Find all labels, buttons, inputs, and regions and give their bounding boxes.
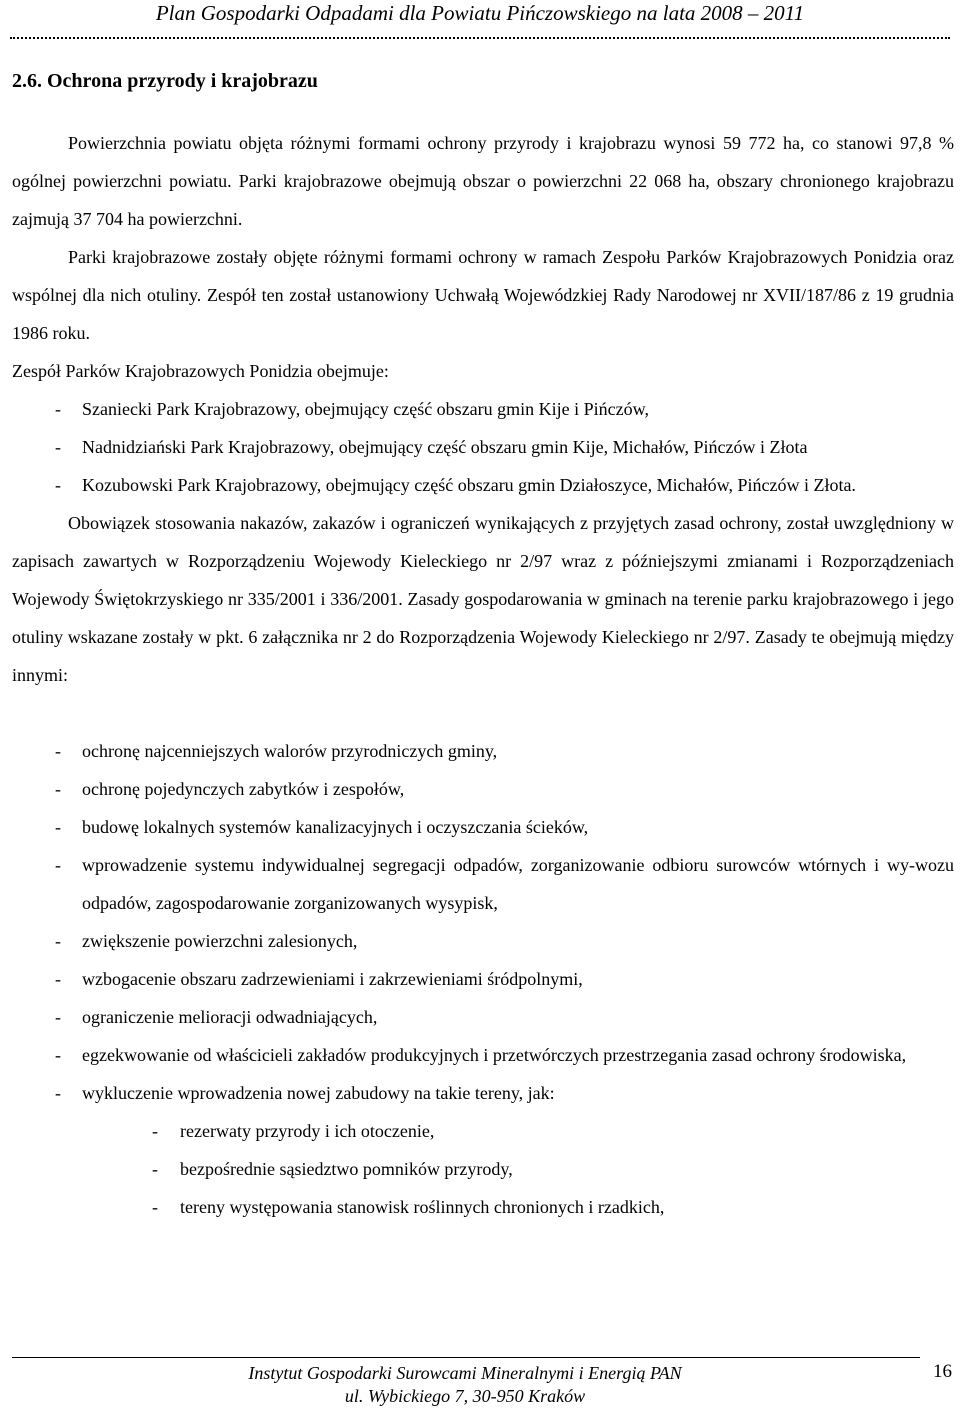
list-item	[12, 1188, 954, 1226]
list-item	[12, 960, 954, 998]
paragraph-regulations: Obowiązek stosowania nakazów, zakazów i ograniczeń wynikających z przyjętych zasad ochrony, został uwzględniony w zapisach zawartych w Rozporządzeniu Wojewody Kieleckiego nr 2/97 wraz z późniejszymi zmianami i Rozporządzeniach Wojewody Świętokrzyskiego nr 335/2001 i 336/2001. Zasady gospodarowania w gminach na terenie parku krajobrazowego i jego otuliny wskazane zostały w pkt. 6 załącznika nr 2 do Rozporządzenia Wojewody Kieleckiego nr 2/97. Zasady te obejmują między innymi:	[12, 513, 954, 685]
list-bullet: -	[152, 1197, 158, 1217]
list-item-text: tereny występowania stanowisk roślinnych chronionych i rzadkich,	[180, 1197, 665, 1217]
paragraph-complex-includes: Zespół Parków Krajobrazowych Ponidzia obejmuje:	[12, 361, 389, 381]
list-item	[12, 428, 954, 466]
paragraph-park-complex: Parki krajobrazowe zostały objęte różnymi formami ochrony w ramach Zespołu Parków Krajobrazowych Ponidzia oraz wspólnej dla nich otuliny. Zespół ten został ustanowiony Uchwałą Wojewódzkiej Rady Narodowej nr XVII/187/86 z 19 grudnia 1986 roku.	[12, 247, 954, 343]
list-item-text: wykluczenie wprowadzenia nowej zabudowy na takie tereny, jak:	[82, 1083, 555, 1103]
list-bullet: -	[55, 1045, 61, 1065]
park-list	[12, 390, 954, 504]
list-item	[12, 1036, 954, 1074]
paragraph-protected-area: Powierzchnia powiatu objęta różnymi formami ochrony przyrody i krajobrazu wynosi 59 772 ha, co stanowi 97,8 % ogólnej powierzchni powiatu. Parki krajobrazowe obejmują obszar o powierzchni 22 068 ha, obszary chronionego krajobrazu zajmują 37 704 ha powierzchni.	[12, 133, 954, 229]
list-item	[12, 1074, 954, 1112]
footer-divider	[12, 1357, 920, 1358]
list-bullet: -	[55, 475, 61, 495]
list-bullet: -	[55, 437, 61, 457]
page-number: 16	[933, 1361, 952, 1382]
list-item-text: Szaniecki Park Krajobrazowy, obejmujący część obszaru gmin Kije i Pińczów,	[82, 399, 649, 419]
list-item-text: budowę lokalnych systemów kanalizacyjnych i oczyszczania ścieków,	[82, 817, 589, 837]
list-item-text: wzbogacenie obszaru zadrzewieniami i zakrzewieniami śródpolnymi,	[82, 969, 583, 989]
list-item-text: ochronę najcenniejszych walorów przyrodniczych gminy,	[82, 741, 498, 761]
list-bullet: -	[152, 1159, 158, 1179]
list-bullet: -	[55, 855, 61, 875]
list-bullet: -	[55, 1083, 61, 1103]
header-divider	[10, 37, 950, 39]
list-item	[12, 922, 954, 960]
spacer	[12, 694, 954, 732]
section-title: 2.6. Ochrona przyrody i krajobrazu	[12, 70, 318, 92]
list-item	[12, 732, 954, 770]
list-item	[12, 808, 954, 846]
excluded-areas-list	[12, 1112, 954, 1226]
list-bullet: -	[152, 1121, 158, 1141]
list-item	[12, 466, 954, 504]
list-bullet: -	[55, 931, 61, 951]
list-item	[12, 770, 954, 808]
list-item	[12, 1112, 954, 1150]
list-item-text: wprowadzenie systemu indywidualnej segregacji odpadów, zorganizowanie odbioru surowców wtórnych i wy-wozu odpadów, zagospodarowanie zorganizowanych wysypisk,	[82, 855, 954, 913]
list-item-text: Kozubowski Park Krajobrazowy, obejmujący część obszaru gmin Działoszyce, Michałów, Pińczów i Złota.	[82, 475, 856, 495]
rules-list	[12, 732, 954, 1112]
list-item	[12, 998, 954, 1036]
list-bullet: -	[55, 969, 61, 989]
list-item	[12, 1150, 954, 1188]
list-item-text: ograniczenie melioracji odwadniających,	[82, 1007, 378, 1027]
footer	[0, 1362, 930, 1408]
list-bullet: -	[55, 1007, 61, 1027]
list-item-text: zwiększenie powierzchni zalesionych,	[82, 931, 358, 951]
list-item-text: rezerwaty przyrody i ich otoczenie,	[180, 1121, 435, 1141]
list-bullet: -	[55, 779, 61, 799]
page-body	[12, 124, 954, 1226]
list-bullet: -	[55, 817, 61, 837]
list-bullet: -	[55, 399, 61, 419]
list-item-text: bezpośrednie sąsiedztwo pomników przyrody,	[180, 1159, 513, 1179]
list-item	[12, 846, 954, 922]
list-item-text: ochronę pojedynczych zabytków i zespołów,	[82, 779, 405, 799]
list-item-text: egzekwowanie od właścicieli zakładów produkcyjnych i przetwórczych przestrzegania zasad ochrony środowiska,	[82, 1045, 907, 1065]
list-item	[12, 390, 954, 428]
running-header: Plan Gospodarki Odpadami dla Powiatu Pińczowskiego na lata 2008 – 2011	[155, 1, 805, 25]
footer-address: ul. Wybickiego 7, 30-950 Kraków	[344, 1386, 586, 1406]
list-item-text: Nadnidziański Park Krajobrazowy, obejmujący część obszaru gmin Kije, Michałów, Pińczów i Złota	[82, 437, 808, 457]
footer-institution: Instytut Gospodarki Surowcami Mineralnymi i Energią PAN	[248, 1363, 682, 1383]
list-bullet: -	[55, 741, 61, 761]
